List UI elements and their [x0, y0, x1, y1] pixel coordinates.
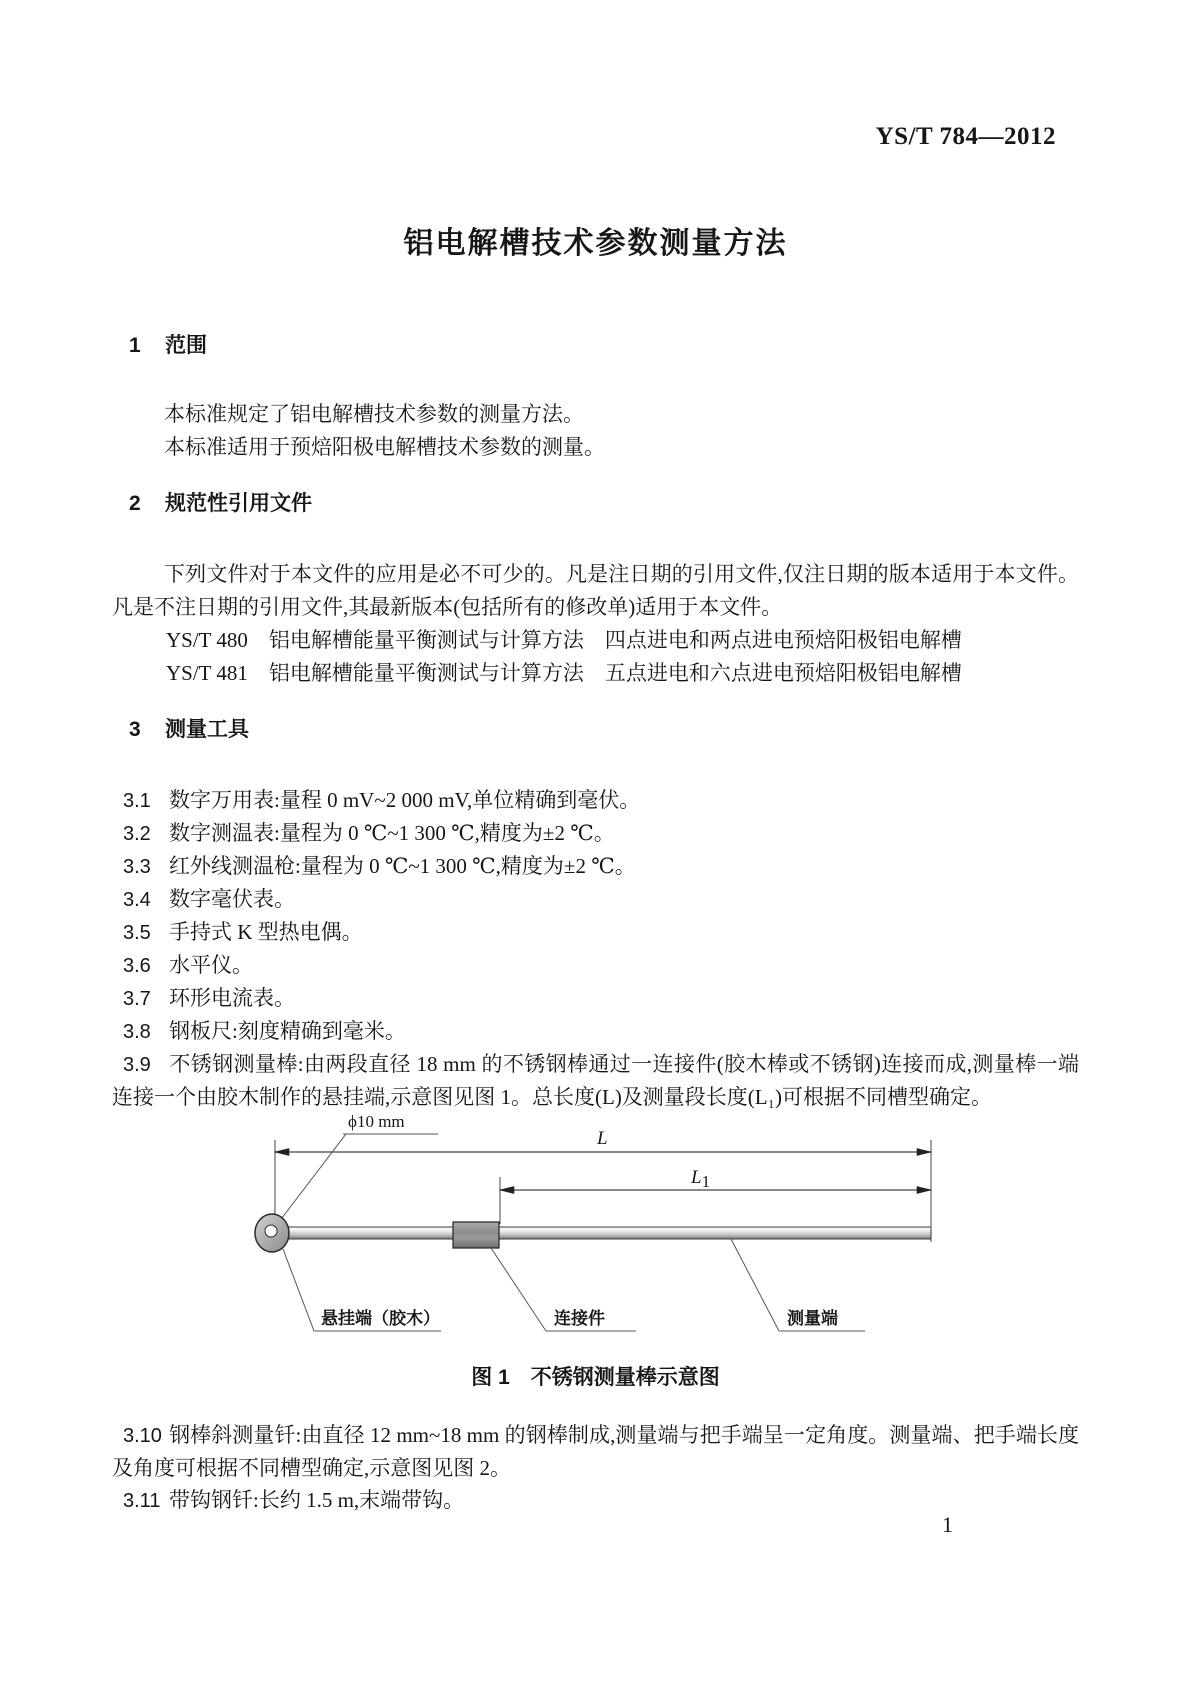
rod	[285, 1227, 931, 1239]
clause-text: 手持式 K 型热电偶。	[169, 920, 363, 944]
section-3-number: 3	[129, 718, 141, 741]
clause-3-3	[112, 850, 1079, 883]
clause-3-8	[112, 1015, 1079, 1048]
section-1-heading	[112, 334, 1079, 358]
clause-number: 3.11	[123, 1490, 161, 1512]
connector-label: 连接件	[554, 1309, 605, 1328]
clause-text: 带钩钢钎:长约 1.5 m,末端带钩。	[169, 1488, 465, 1512]
clause-3-2	[112, 817, 1079, 850]
clause-text: 钢板尺:刻度精确到毫米。	[169, 1019, 406, 1043]
clause-number: 3.7	[123, 988, 151, 1010]
doc-number: YS/T 784—2012	[875, 123, 1056, 150]
clause-text: 不锈钢测量棒:由两段直径 18 mm 的不锈钢棒通过一连接件(胶木棒或不锈钢)连接而成,测量棒一端连接一个由胶木制作的悬挂端,示意图见图 1。总长度(L)及测量段长度(L₁)可根据不同槽型确定。	[112, 1052, 1079, 1109]
hanging-hole	[265, 1225, 277, 1237]
dimension-L-label: L	[597, 1128, 608, 1149]
measuring-rod-diagram	[225, 1105, 985, 1345]
section-3-title: 测量工具	[165, 718, 249, 741]
clause-3-7	[112, 982, 1079, 1015]
dimension-L1-label: L1	[691, 1167, 711, 1191]
hanging-end-leader-line	[283, 1249, 314, 1331]
clause-number: 3.8	[123, 1021, 151, 1043]
clause-number: 3.5	[123, 922, 151, 944]
normative-reference-1: YS/T 480 铝电解槽能量平衡测试与计算方法 四点进电和两点进电预焙阳极铝电解槽	[166, 628, 962, 652]
clause-3-5	[112, 916, 1079, 949]
section-2-heading	[112, 492, 1079, 516]
clause-text: 水平仪。	[169, 953, 253, 977]
clause-3-1	[112, 784, 1079, 817]
measuring-end-label: 测量端	[787, 1309, 838, 1328]
clause-text: 数字毫伏表。	[169, 887, 295, 911]
section-3-heading	[112, 718, 1079, 742]
hanging-end-label: 悬挂端（胶木）	[321, 1309, 440, 1328]
clause-text: 环形电流表。	[169, 986, 295, 1010]
diameter-leader-line	[275, 1134, 346, 1227]
clause-text: 钢棒斜测量钎:由直径 12 mm~18 mm 的钢棒制成,测量端与把手端呈一定角度。测量端、把手端长度及角度可根据不同槽型确定,示意图见图 2。	[112, 1423, 1079, 1480]
section-1-para-2: 本标准适用于预焙阳极电解槽技术参数的测量。	[164, 435, 605, 459]
section-1-number: 1	[129, 334, 141, 357]
connector-block	[453, 1222, 499, 1248]
measuring-end-leader-line	[731, 1239, 779, 1331]
clause-3-4	[112, 883, 1079, 916]
connector-leader-line	[491, 1248, 546, 1331]
clause-number: 3.10	[123, 1425, 162, 1447]
normative-reference-2: YS/T 481 铝电解槽能量平衡测试与计算方法 五点进电和六点进电预焙阳极铝电解槽	[166, 661, 962, 685]
clause-number: 3.3	[123, 856, 151, 878]
diameter-label: ϕ10 mm	[348, 1112, 405, 1131]
section-1-para-1: 本标准规定了铝电解槽技术参数的测量方法。	[164, 402, 584, 426]
clause-number: 3.4	[123, 889, 151, 911]
section-2-number: 2	[129, 492, 141, 515]
page-number: 1	[942, 1512, 953, 1537]
clause-number: 3.1	[123, 790, 151, 812]
clause-text: 数字测温表:量程为 0 ℃~1 300 ℃,精度为±2 ℃。	[169, 821, 615, 845]
clause-text: 数字万用表:量程 0 mV~2 000 mV,单位精确到毫伏。	[169, 788, 641, 812]
clause-number: 3.2	[123, 823, 151, 845]
clause-list	[112, 784, 1079, 1113]
clause-3-9	[112, 1048, 1079, 1113]
section-2-title: 规范性引用文件	[165, 492, 312, 515]
figure-1	[112, 1105, 1079, 1345]
clause-text: 红外线测温枪:量程为 0 ℃~1 300 ℃,精度为±2 ℃。	[169, 854, 636, 878]
clause-number: 3.9	[123, 1054, 151, 1076]
section-2-para: 下列文件对于本文件的应用是必不可少的。凡是注日期的引用文件,仅注日期的版本适用于本文件。凡是不注日期的引用文件,其最新版本(包括所有的修改单)适用于本文件。	[112, 562, 1079, 619]
doc-title: 铝电解槽技术参数测量方法	[403, 227, 788, 260]
clause-3-10	[112, 1419, 1079, 1484]
clause-list-continued	[112, 1419, 1079, 1517]
figure-1-caption: 图 1 不锈钢测量棒示意图	[471, 1366, 720, 1389]
section-1-title: 范围	[165, 334, 207, 357]
clause-3-6	[112, 949, 1079, 982]
clause-number: 3.6	[123, 955, 151, 977]
